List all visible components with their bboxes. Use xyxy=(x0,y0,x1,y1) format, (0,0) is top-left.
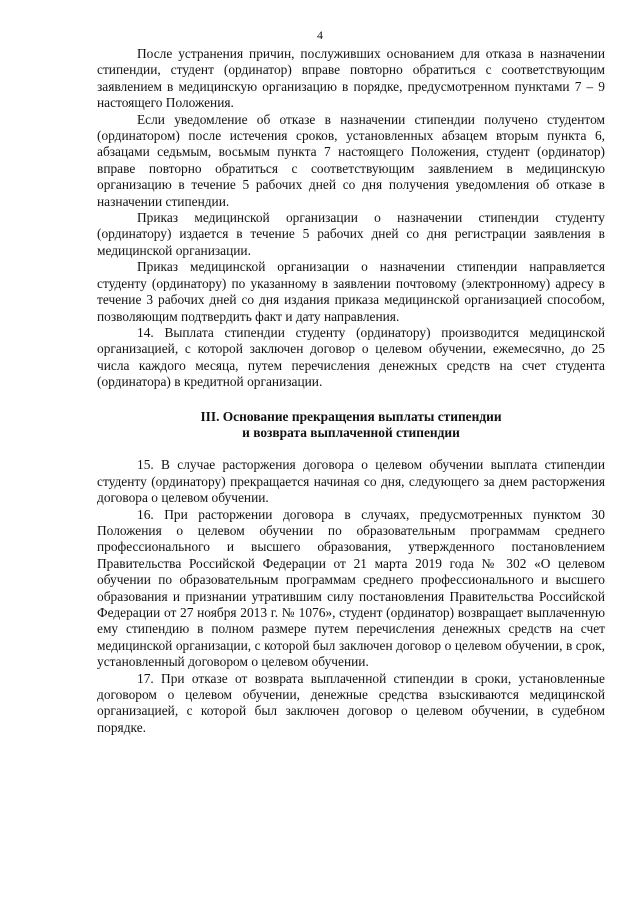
paragraph-16-refund: 16. При расторжении договора в случаях, предусмотренных пунктом 30 Положения о целевом обучении по образовательным программам среднего профессионального и высшего образования, утвержденного постановлением Правительства Российской Федерации от 21 марта 2019 года № 302 «О целевом обучении по образовательным программам среднего профессионального и высшего образования и признании утратившим силу постановления Правительства Российской Федерации от 27 ноября 2013 г. № 1076», студент (ординатор) возвращает выплаченную ему стипендию в полном размере путем перечисления денежных средств на счет медицинской организации, с которой был заключен договор о целевом обучении, в срок, установленный договором о целевом обучении. xyxy=(97,506,605,670)
document-body xyxy=(97,46,605,736)
section-heading-line-1: III. Основание прекращения выплаты стипендии xyxy=(200,408,502,424)
section-heading-iii xyxy=(97,409,605,442)
paragraph-17-court-recovery: 17. При отказе от возврата выплаченной стипендии в сроки, установленные договором о целевом обучении, денежные средства взыскиваются медицинской организацией, с которой был заключен договор о целевом обучении, в судебном порядке. xyxy=(97,670,605,735)
paragraph-order-sent: Приказ медицинской организации о назначении стипендии направляется студенту (ординатору) по указанному в заявлении почтовому (электронному) адресу в течение 3 рабочих дней со дня издания приказа медицинской организацией способом, позволяющим подтвердить факт и дату направления. xyxy=(97,259,605,324)
paragraph-14-payment: 14. Выплата стипендии студенту (ординатору) производится медицинской организацией, с которой заключен договор о целевом обучении, ежемесячно, до 25 числа каждого месяца, путем перечисления денежных средств на счет студента (ординатора) в кредитной организации. xyxy=(97,324,605,390)
paragraph-reapply-after-fix: После устранения причин, послуживших основанием для отказа в назначении стипендии, студент (ординатор) вправе повторно обратиться с соответствующим заявлением в медицинскую организацию в порядке, предусмотренном пунктами 7 – 9 настоящего Положения. xyxy=(97,46,605,111)
paragraph-15-termination: 15. В случае расторжения договора о целевом обучении выплата стипендии студенту (ординатору) прекращается начиная со дня, следующего за днем расторжения договора о целевом обучении. xyxy=(97,457,605,506)
page-number: 4 xyxy=(317,28,323,42)
paragraph-order-issued: Приказ медицинской организации о назначении стипендии студенту (ординатору) издается в течение 5 рабочих дней со дня регистрации заявления в медицинской организации. xyxy=(97,210,605,258)
section-heading-line-2: и возврата выплаченной стипендии xyxy=(242,424,460,440)
paragraph-reapply-late-notice: Если уведомление об отказе в назначении стипендии получено студентом (ординатором) после истечения сроков, установленных абзацем вторым пункта 6, абзацами седьмым, восьмым пункта 7 настоящего Положения, студент (ординатор) вправе повторно обратиться с соответствующим заявлением в медицинскую организацию в течение 5 рабочих дней со дня получения уведомления об отказе в назначении стипендии. xyxy=(97,111,605,209)
